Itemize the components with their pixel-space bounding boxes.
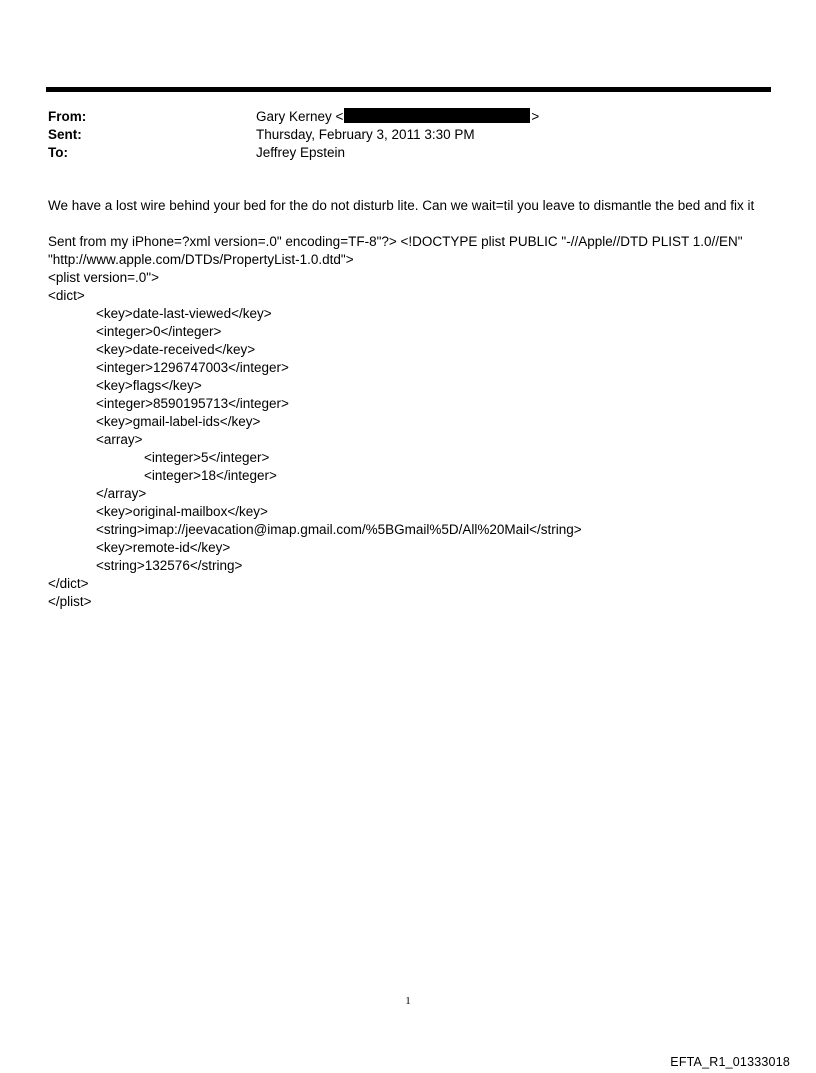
- bates-number: EFTA_R1_01333018: [670, 1055, 790, 1069]
- email-body: [48, 197, 788, 611]
- email-header: [48, 108, 768, 162]
- plist-line: <integer>18</integer>: [144, 468, 277, 483]
- plist-line: <plist version=.0">: [48, 270, 159, 285]
- plist-line: <key>gmail-label-ids</key>: [96, 414, 261, 429]
- redaction-block: [344, 108, 530, 123]
- from-row: [48, 108, 768, 126]
- from-close: >: [531, 109, 540, 124]
- plist-line: <integer>8590195713</integer>: [96, 396, 289, 411]
- plist-line: <integer>0</integer>: [96, 324, 222, 339]
- plist-line: </dict>: [48, 576, 89, 591]
- sent-label: Sent:: [48, 127, 82, 142]
- from-value: [256, 108, 539, 126]
- to-value: Jeffrey Epstein: [256, 145, 346, 160]
- message-text: We have a lost wire behind your bed for the do not disturb lite. Can we wait=til you leave to dismantle the bed and fix it: [48, 198, 755, 213]
- plist-line: <key>flags</key>: [96, 378, 202, 393]
- plist-line: <key>date-received</key>: [96, 342, 256, 357]
- to-row: [48, 144, 768, 162]
- plist-block: [48, 269, 788, 611]
- signature-line-1: Sent from my iPhone=?xml version=.0" encoding=TF-8"?> <!DOCTYPE plist PUBLIC "-//Apple//DTD PLIST 1.0//EN": [48, 234, 743, 249]
- plist-line: <integer>1296747003</integer>: [96, 360, 289, 375]
- from-name: Gary Kerney <: [256, 109, 344, 124]
- plist-line: <key>remote-id</key>: [96, 540, 231, 555]
- plist-line: <array>: [96, 432, 143, 447]
- plist-line: <string>132576</string>: [96, 558, 243, 573]
- plist-line: <string>imap://jeevacation@imap.gmail.com/%5BGmail%5D/All%20Mail</string>: [96, 522, 582, 537]
- to-label: To:: [48, 145, 68, 160]
- signature-line-2: "http://www.apple.com/DTDs/PropertyList-1.0.dtd">: [48, 252, 354, 267]
- plist-line: <key>original-mailbox</key>: [96, 504, 268, 519]
- plist-line: <key>date-last-viewed</key>: [96, 306, 272, 321]
- header-divider: [46, 87, 771, 92]
- from-label: From:: [48, 109, 87, 124]
- page-number: 1: [405, 995, 411, 1007]
- sent-value: Thursday, February 3, 2011 3:30 PM: [256, 127, 475, 142]
- plist-line: </array>: [96, 486, 147, 501]
- paragraph-spacer: [48, 215, 788, 233]
- plist-line: <dict>: [48, 288, 85, 303]
- plist-line: </plist>: [48, 594, 92, 609]
- plist-line: <integer>5</integer>: [144, 450, 270, 465]
- sent-row: [48, 126, 768, 144]
